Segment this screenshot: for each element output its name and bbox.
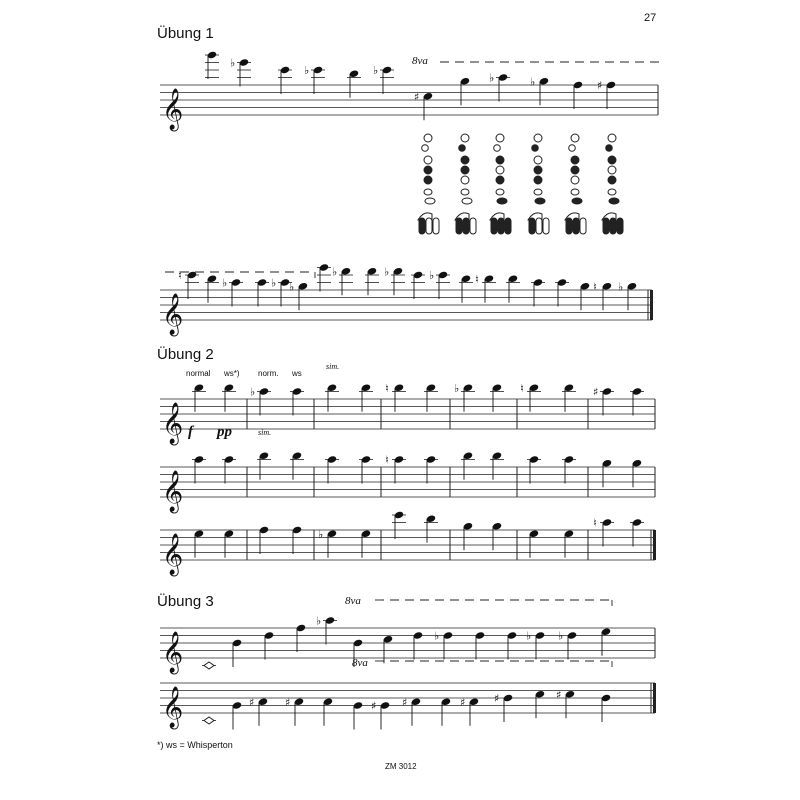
flat-sign: ♭ <box>316 614 322 628</box>
fingering-key <box>461 176 469 184</box>
fingering-key <box>426 218 432 234</box>
flat-sign: ♭ <box>434 629 440 643</box>
fingering-key <box>543 218 549 234</box>
flat-sign: ♭ <box>384 265 390 279</box>
final-barline <box>653 683 656 713</box>
fingering-key <box>463 218 469 234</box>
fingering-key <box>422 145 429 152</box>
natural-sign: ♮ <box>593 516 597 530</box>
flat-sign: ♭ <box>489 71 495 85</box>
fingering-key <box>569 145 576 152</box>
flat-sign: ♭ <box>558 629 564 643</box>
exercise-1-heading: Übung 1 <box>157 25 214 42</box>
marking-ws: ws <box>292 369 302 378</box>
fingering-key <box>534 189 542 195</box>
fingering-key <box>496 134 504 142</box>
fingering-key <box>534 134 542 142</box>
fingering-key <box>532 145 539 152</box>
flat-sign: ♭ <box>250 385 256 399</box>
final-barline <box>653 530 656 560</box>
sharp-sign: ♯ <box>249 695 255 709</box>
natural-sign: ♮ <box>475 272 479 286</box>
fingering-key <box>496 166 504 174</box>
fingering-key <box>571 189 579 195</box>
flat-sign: ♭ <box>373 64 379 77</box>
marking-normal: normal <box>186 369 211 378</box>
sharp-sign: ♯ <box>597 79 603 92</box>
fingering-key <box>461 166 469 174</box>
flat-sign: ♭ <box>454 381 460 395</box>
sharp-sign: ♯ <box>285 695 291 709</box>
dynamic-pianissimo: pp <box>217 424 232 440</box>
fingering-key <box>496 156 504 164</box>
fingering-key <box>425 198 435 204</box>
fingering-key <box>580 218 586 234</box>
final-barline <box>650 290 653 320</box>
fingering-key <box>461 156 469 164</box>
fingering-key <box>419 218 425 234</box>
exercise-3-heading: Übung 3 <box>157 593 214 610</box>
fingering-key <box>462 198 472 204</box>
sharp-sign: ♯ <box>371 699 377 713</box>
fingering-key <box>608 134 616 142</box>
flat-sign: ♭ <box>271 276 277 290</box>
fingering-key <box>603 218 609 234</box>
fingering-key <box>571 134 579 142</box>
fingering-key <box>424 166 432 174</box>
ottava-marking: 8va <box>352 657 368 669</box>
natural-sign: ♮ <box>385 381 389 395</box>
sharp-sign: ♯ <box>460 695 466 709</box>
sharp-sign: ♯ <box>402 695 408 709</box>
flat-sign: ♭ <box>332 265 338 279</box>
plate-number: ZM 3012 <box>385 762 417 771</box>
ottava-marking: 8va <box>412 55 428 67</box>
harmonic-note <box>204 662 214 669</box>
fingering-key <box>566 218 572 234</box>
natural-sign: ♮ <box>178 269 182 282</box>
sharp-sign: ♯ <box>494 692 500 705</box>
treble-clef: 𝄞 <box>162 471 184 512</box>
fingering-key <box>608 176 616 184</box>
marking-ws: ws*) <box>224 369 240 378</box>
flat-sign: ♭ <box>230 56 236 70</box>
natural-sign: ♮ <box>520 381 524 395</box>
fingering-key <box>536 218 542 234</box>
sharp-sign: ♯ <box>593 385 599 399</box>
flat-sign: ♭ <box>526 629 532 643</box>
fingering-key <box>617 218 623 234</box>
treble-clef: 𝄞 <box>162 294 184 335</box>
natural-sign: ♮ <box>385 453 389 467</box>
sim-marking: sim. <box>258 428 272 437</box>
fingering-key <box>424 189 432 195</box>
flat-sign: ♭ <box>429 269 435 282</box>
fingering-key <box>433 218 439 234</box>
fingering-key <box>529 218 535 234</box>
ottava-marking: 8va <box>345 595 361 607</box>
page-number: 27 <box>644 12 657 24</box>
sharp-sign: ♯ <box>414 90 420 104</box>
fingering-key <box>497 198 507 204</box>
flat-sign: ♭ <box>304 64 310 77</box>
fingering-key <box>461 134 469 142</box>
fingering-key <box>456 218 462 234</box>
fingering-key <box>424 156 432 164</box>
fingering-key <box>461 189 469 195</box>
fingering-key <box>496 189 504 195</box>
treble-clef: 𝄞 <box>162 632 184 673</box>
fingering-key <box>610 218 616 234</box>
flat-sign: ♭ <box>318 527 324 541</box>
sharp-sign: ♯ <box>556 688 562 702</box>
treble-clef: 𝄞 <box>162 89 184 130</box>
footnote: *) ws = Whisperton <box>157 740 233 750</box>
marking-norm: norm. <box>258 369 279 378</box>
fingering-key <box>608 189 616 195</box>
treble-clef: 𝄞 <box>162 403 184 444</box>
fingering-key <box>609 198 619 204</box>
flat-sign: ♭ <box>530 75 536 89</box>
fingering-key <box>498 218 504 234</box>
fingering-key <box>571 176 579 184</box>
flat-sign: ♭ <box>289 280 295 294</box>
harmonic-note <box>204 717 214 724</box>
fingering-key <box>606 145 613 152</box>
treble-clef: 𝄞 <box>162 687 184 728</box>
fingering-key <box>608 156 616 164</box>
fingering-key <box>571 156 579 164</box>
fingering-key <box>424 134 432 142</box>
fingering-key <box>459 145 466 152</box>
fingering-key <box>424 176 432 184</box>
flat-sign: ♭ <box>222 276 228 290</box>
fingering-key <box>534 166 542 174</box>
fingering-key <box>535 198 545 204</box>
fingering-key <box>505 218 511 234</box>
treble-clef: 𝄞 <box>162 534 184 575</box>
exercise-2-heading: Übung 2 <box>157 346 214 363</box>
flat-sign: ♭ <box>618 280 624 294</box>
fingering-key <box>496 176 504 184</box>
fingering-key <box>534 176 542 184</box>
fingering-key <box>608 166 616 174</box>
fingering-key <box>534 156 542 164</box>
natural-sign: ♮ <box>593 280 597 294</box>
fingering-key <box>573 218 579 234</box>
fingering-key <box>491 218 497 234</box>
fingering-key <box>494 145 501 152</box>
fingering-key <box>571 166 579 174</box>
fingering-key <box>572 198 582 204</box>
fingering-key <box>470 218 476 234</box>
sim-marking: sim. <box>326 362 340 371</box>
dynamic-forte: f <box>188 424 193 440</box>
